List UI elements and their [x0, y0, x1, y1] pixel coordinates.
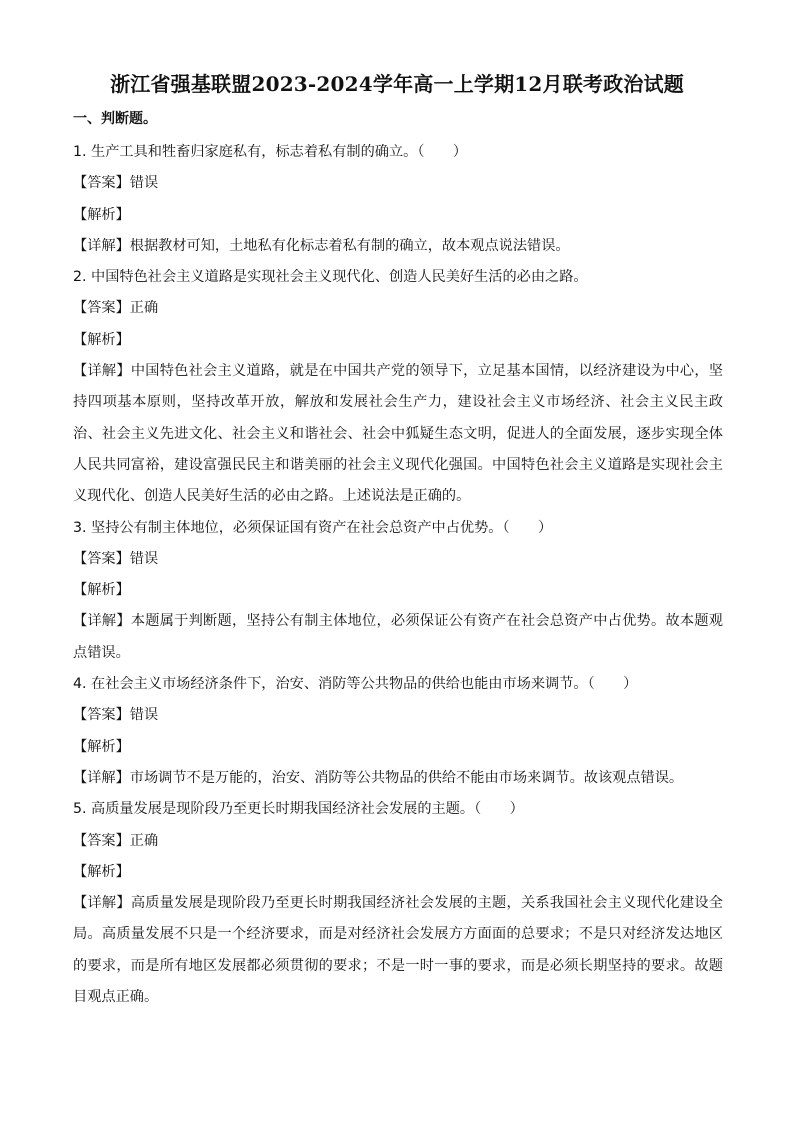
- question-stem-3: 3. 坚持公有制主体地位，必须保证国有资产在社会总资产中占优势。（ ）: [73, 519, 553, 536]
- analysis-label-5: 【解析】: [73, 863, 130, 880]
- detail-row-4: [73, 763, 723, 794]
- document-title: 浙江省强基联盟2023-2024学年高一上学期12月联考政治试题: [110, 72, 684, 96]
- answer-label: 【答案】: [73, 550, 130, 567]
- answer-row-2: [73, 293, 723, 324]
- question-stem-2: 2. 中国特色社会主义道路是实现社会主义现代化、创造人民美好生活的必由之路。: [73, 269, 588, 286]
- question-list: [73, 137, 723, 1013]
- analysis-label-4: 【解析】: [73, 738, 130, 755]
- answer-label: 【答案】: [73, 175, 130, 192]
- question-stem-1: 1. 生产工具和牲畜归家庭私有，标志着私有制的确立。（ ）: [73, 144, 468, 160]
- detail-label: 【详解】: [73, 363, 131, 380]
- section-heading: 一、判断题。: [73, 111, 157, 127]
- answer-value: 错误: [129, 707, 159, 724]
- detail-label: 【详解】: [73, 237, 130, 254]
- analysis-label-3: 【解析】: [73, 582, 130, 599]
- detail-text: 中国特色社会主义道路，就是在中国共产党的领导下，立足基本国情，以经济建设为中心，坚持四项基本原则，坚持改革开放，解放和发展社会生产力，建设社会主义市场经济、社会主义民主政治、社会主义先进文化、社会主义和谐社会、社会中狐疑生态文明，促进人的全面发展，逐步实现全体人民共同富裕，建设富强民民主和谐美丽的社会主义现代化强国。中国特色社会主义道路是实现社会主义现代化、创造人民美好生活的必由之路。上述说法是正确的。: [73, 363, 723, 505]
- detail-row-2: [73, 356, 723, 512]
- question-stem-5: 5. 高质量发展是现阶段乃至更长时期我国经济社会发展的主题。（ ）: [73, 801, 524, 818]
- answer-label: 【答案】: [73, 300, 130, 317]
- answer-value: 错误: [129, 550, 159, 567]
- detail-row-3: [73, 606, 723, 669]
- detail-text: 高质量发展是现阶段乃至更长时期我国经济社会发展的主题，关系我国社会主义现代化建设全局。高质量发展不只是一个经济要求，而是对经济社会发展方方面面的总要求；不是只对经济发达地区的要求，而是所有地区发展都必须贯彻的要求；不是一时一事的要求，而是必须长期坚持的要求。故题目观点正确。: [73, 895, 723, 1006]
- question-stem-4: 4. 在社会主义市场经济条件下，治安、消防等公共物品的供给也能由市场来调节。（ ）: [73, 676, 638, 693]
- detail-label: 【详解】: [73, 613, 131, 630]
- answer-value: 正确: [129, 300, 159, 317]
- answer-label: 【答案】: [73, 832, 130, 849]
- detail-text: 市场调节不是万能的，治安、消防等公共物品的供给不能由市场来调节。故该观点错误。: [129, 769, 684, 786]
- analysis-label-1: 【解析】: [73, 206, 130, 223]
- detail-row-1: [73, 231, 723, 262]
- detail-label: 【详解】: [73, 769, 130, 786]
- detail-row-5: [73, 888, 723, 1013]
- detail-text: 本题属于判断题，坚持公有制主体地位，必须保证公有资产在社会总资产中占优势。故本题观点错误。: [73, 613, 723, 661]
- detail-text: 根据教材可知，土地私有化标志着私有制的确立，故本观点说法错误。: [129, 237, 570, 254]
- answer-row-4: [73, 700, 723, 731]
- analysis-label-2: 【解析】: [73, 331, 130, 348]
- answer-value: 错误: [129, 175, 159, 192]
- answer-label: 【答案】: [73, 707, 130, 724]
- answer-row-1: [73, 168, 723, 199]
- detail-label: 【详解】: [73, 895, 131, 912]
- answer-row-5: [73, 826, 723, 857]
- answer-row-3: [73, 544, 723, 575]
- answer-value: 正确: [129, 832, 159, 849]
